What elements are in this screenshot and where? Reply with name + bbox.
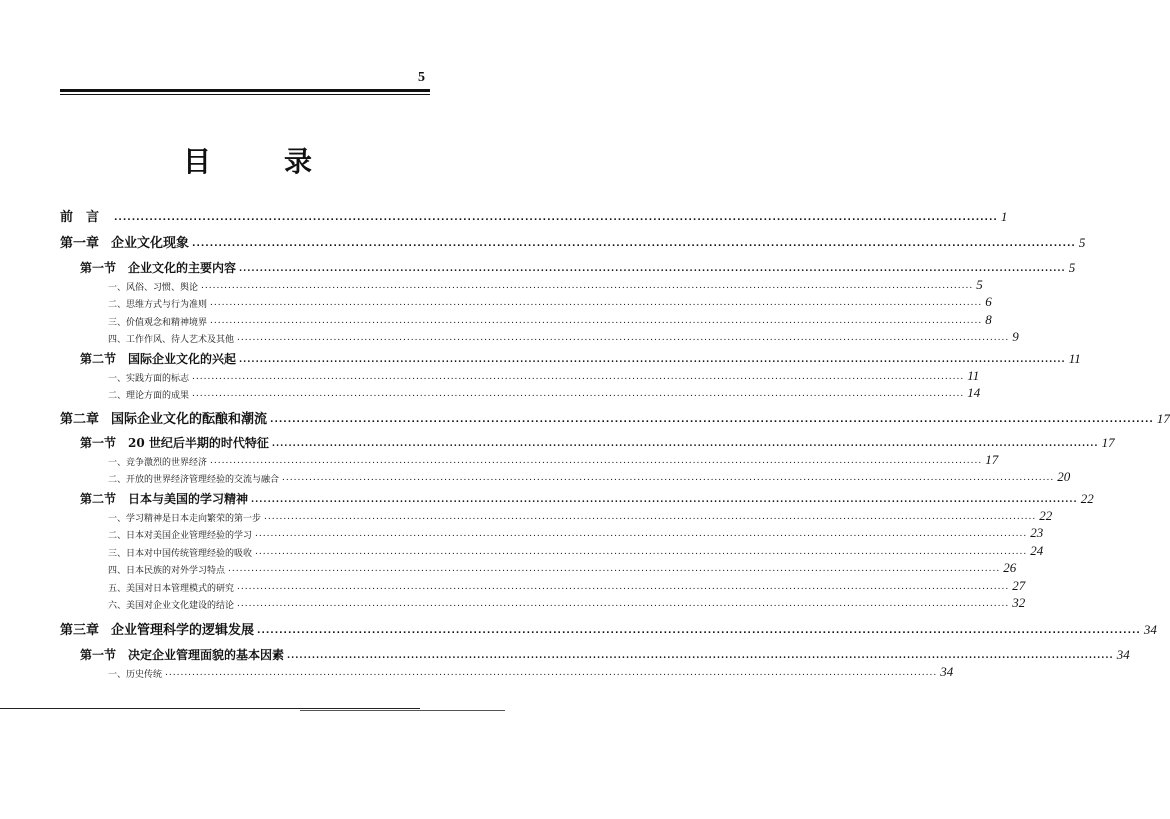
toc-leader-dots: ........................................................................................................................................................................................................ xyxy=(114,213,998,223)
toc-entry xyxy=(108,508,1053,524)
toc-entry xyxy=(60,206,1008,225)
toc-entry-label xyxy=(60,619,254,638)
toc-leader-dots: ........................................................................................................................................................................................................ xyxy=(210,298,983,308)
header-rule-thin xyxy=(60,94,430,95)
toc-entry xyxy=(108,664,954,680)
toc-entry-number: 第一章 xyxy=(60,236,100,251)
toc-entry xyxy=(108,294,992,310)
toc-entry-page: 34 xyxy=(1143,622,1157,637)
toc-entry-label xyxy=(108,280,198,293)
toc-entry-number: 第二章 xyxy=(60,412,100,427)
toc-leader-dots: ........................................................................................................................................................................................................ xyxy=(192,239,1076,249)
toc-entry xyxy=(108,525,1044,541)
toc-entry-title: 一、历史传统 xyxy=(108,670,163,680)
toc-entry xyxy=(108,595,1026,611)
toc-entry-page: 17 xyxy=(1101,435,1115,450)
toc-entry-label xyxy=(60,408,267,427)
toc-entry-page: 17 xyxy=(985,452,999,467)
toc-entry-page: 8 xyxy=(985,312,992,327)
toc-entry xyxy=(108,469,1071,485)
toc-entry-title: 国际企业文化的兴起 xyxy=(128,352,237,366)
toc-entry-label xyxy=(108,371,189,384)
toc-entry-title: 一、实践方面的标志 xyxy=(108,374,190,384)
toc-entry-title: 一、竞争激烈的世界经济 xyxy=(108,458,208,468)
toc-entry-title: 一、风俗、习惯、舆论 xyxy=(108,283,199,293)
toc-entry-title: 四、日本民族的对外学习特点 xyxy=(108,566,226,576)
toc-entry-label xyxy=(108,667,162,680)
toc-entry-page: 11 xyxy=(967,368,980,383)
toc-entry xyxy=(80,259,1076,276)
toc-leader-dots: ........................................................................................................................................................................................................ xyxy=(251,495,1078,505)
toc-entry-number: 第二节 xyxy=(80,352,117,366)
toc-entry-label xyxy=(60,232,189,251)
toc-entry xyxy=(108,543,1044,559)
toc-entry xyxy=(108,385,981,401)
toc-entry xyxy=(108,277,983,293)
toc-entry-label xyxy=(108,472,279,485)
toc-entry-page: 5 xyxy=(1068,260,1076,275)
toc-entry-label xyxy=(108,297,207,310)
toc-entry-page: 1 xyxy=(1000,209,1008,224)
toc-entry xyxy=(80,350,1081,367)
toc-entry-label xyxy=(108,528,252,541)
toc-leader-dots: ........................................................................................................................................................................................................ xyxy=(282,473,1055,483)
toc-entry-page: 22 xyxy=(1080,491,1094,506)
toc-leader-dots: ........................................................................................................................................................................................................ xyxy=(239,355,1066,365)
toc-leader-dots: ........................................................................................................................................................................................................ xyxy=(271,439,1099,449)
toc-leader-dots: ........................................................................................................................................................................................................ xyxy=(228,564,1001,574)
toc-entry-label xyxy=(80,259,236,276)
toc-entry xyxy=(108,329,1019,345)
toc-entry xyxy=(60,408,1170,427)
toc-entry-label xyxy=(108,332,234,345)
toc-leader-dots: ........................................................................................................................................................................................................ xyxy=(255,529,1028,539)
toc-entry-page: 17 xyxy=(1156,411,1170,426)
toc-entry-title: 二、思维方式与行为准则 xyxy=(108,300,208,310)
toc-leader-dots: ........................................................................................................................................................................................................ xyxy=(192,389,965,399)
toc-entry-number: 第一节 xyxy=(80,261,117,275)
toc-entry xyxy=(80,646,1130,663)
toc-entry-number: 第一节 xyxy=(80,648,117,662)
toc-entry-page: 26 xyxy=(1003,560,1017,575)
toc-leader-dots: ........................................................................................................................................................................................................ xyxy=(210,316,983,326)
toc-entry-title: 二、开放的世界经济管理经验的交流与融合 xyxy=(108,475,280,485)
toc-leader-dots: ........................................................................................................................................................................................................ xyxy=(255,547,1028,557)
toc-entry-page: 22 xyxy=(1039,508,1053,523)
toc-entry-label xyxy=(108,546,252,559)
toc-entry-number: 第二节 xyxy=(80,492,117,506)
toc-entry-page: 23 xyxy=(1030,525,1044,540)
toc-leader-dots: ........................................................................................................................................................................................................ xyxy=(270,415,1154,425)
toc-entry-title: 三、价值观念和精神境界 xyxy=(108,318,208,328)
toc-entry xyxy=(108,312,992,328)
toc-entry-title: 六、美国对企业文化建设的结论 xyxy=(108,601,235,611)
toc-entry-label xyxy=(108,581,234,594)
toc-entry-page: 6 xyxy=(985,294,992,309)
toc-entry-title: 企业管理科学的逻辑发展 xyxy=(111,623,255,638)
toc-entry-label xyxy=(80,490,248,507)
toc-entry-page: 24 xyxy=(1030,543,1044,558)
toc-leader-dots: ........................................................................................................................................................................................................ xyxy=(165,668,938,678)
toc-entry xyxy=(108,452,999,468)
toc-entry xyxy=(60,232,1086,251)
toc-entry-label xyxy=(60,206,111,225)
toc-entry-page: 14 xyxy=(967,385,981,400)
toc-entry-label xyxy=(108,598,234,611)
toc-entry-page: 9 xyxy=(1012,329,1019,344)
toc-entry-title: 一、学习精神是日本走向繁荣的第一步 xyxy=(108,514,262,524)
toc-entry-page: 5 xyxy=(1078,235,1086,250)
toc-entry xyxy=(108,368,980,384)
toc-leader-dots: ........................................................................................................................................................................................................ xyxy=(239,264,1066,274)
toc-entry-label xyxy=(80,434,269,451)
toc-entry xyxy=(80,490,1094,507)
toc-title-char-2: 录 xyxy=(284,145,313,178)
toc-leader-dots: ........................................................................................................................................................................................................ xyxy=(237,333,1010,343)
toc-entry-page: 11 xyxy=(1068,351,1081,366)
toc-entry-page: 32 xyxy=(1012,595,1026,610)
toc-entry-label xyxy=(108,388,189,401)
toc-entry-title: 日本与美国的学习精神 xyxy=(128,492,249,506)
toc-entry-label xyxy=(108,511,261,524)
toc-entry-title: 20 世纪后半期的时代特征 xyxy=(128,436,269,450)
toc-entry-page: 5 xyxy=(976,277,983,292)
toc-entry xyxy=(108,560,1017,576)
toc-entry-label xyxy=(108,455,207,468)
toc-entry-number: 第三章 xyxy=(60,623,100,638)
toc-entry-title: 二、日本对美国企业管理经验的学习 xyxy=(108,531,253,541)
toc-leader-dots: ........................................................................................................................................................................................................ xyxy=(210,456,983,466)
toc-entry xyxy=(108,578,1026,594)
toc-entry-page: 20 xyxy=(1057,469,1071,484)
toc-entry-title: 企业文化现象 xyxy=(111,236,190,251)
toc-leader-dots: ........................................................................................................................................................................................................ xyxy=(287,651,1114,661)
toc-entry-title: 决定企业管理面貌的基本因素 xyxy=(128,648,285,662)
toc-leader-dots: ........................................................................................................................................................................................................ xyxy=(201,281,974,291)
header-rule-thick xyxy=(60,89,430,92)
toc-entry xyxy=(80,434,1115,451)
toc-leader-dots: ........................................................................................................................................................................................................ xyxy=(237,582,1010,592)
bottom-rule-faint xyxy=(300,710,505,711)
toc-entry-page: 34 xyxy=(940,664,954,679)
page-number: 5 xyxy=(418,70,425,85)
toc-entry-title: 四、工作作风、待人艺术及其他 xyxy=(108,335,235,345)
toc-leader-dots: ........................................................................................................................................................................................................ xyxy=(192,372,965,382)
toc-entry-title: 企业文化的主要内容 xyxy=(128,261,237,275)
toc-entry-title: 国际企业文化的酝酿和潮流 xyxy=(111,412,268,427)
toc-entry xyxy=(60,619,1157,638)
toc-entry-label xyxy=(80,350,236,367)
toc-leader-dots: ........................................................................................................................................................................................................ xyxy=(264,512,1037,522)
toc-entry-label xyxy=(108,563,225,576)
toc-entry-title: 五、美国对日本管理模式的研究 xyxy=(108,584,235,594)
toc-entry-page: 34 xyxy=(1116,647,1130,662)
toc-entry-label xyxy=(108,315,207,328)
toc-entry-number: 第一节 xyxy=(80,436,117,450)
toc-entry-title: 二、理论方面的成果 xyxy=(108,391,190,401)
toc-entry-number: 前 言 xyxy=(60,210,100,225)
toc-leader-dots: ........................................................................................................................................................................................................ xyxy=(257,626,1141,636)
toc-title-char-1: 目 xyxy=(183,145,212,178)
toc-entry-page: 27 xyxy=(1012,578,1026,593)
toc-leader-dots: ........................................................................................................................................................................................................ xyxy=(237,599,1010,609)
toc-entry-title: 三、日本对中国传统管理经验的吸收 xyxy=(108,549,253,559)
bottom-rule xyxy=(0,708,420,709)
toc-entry-label xyxy=(80,646,284,663)
